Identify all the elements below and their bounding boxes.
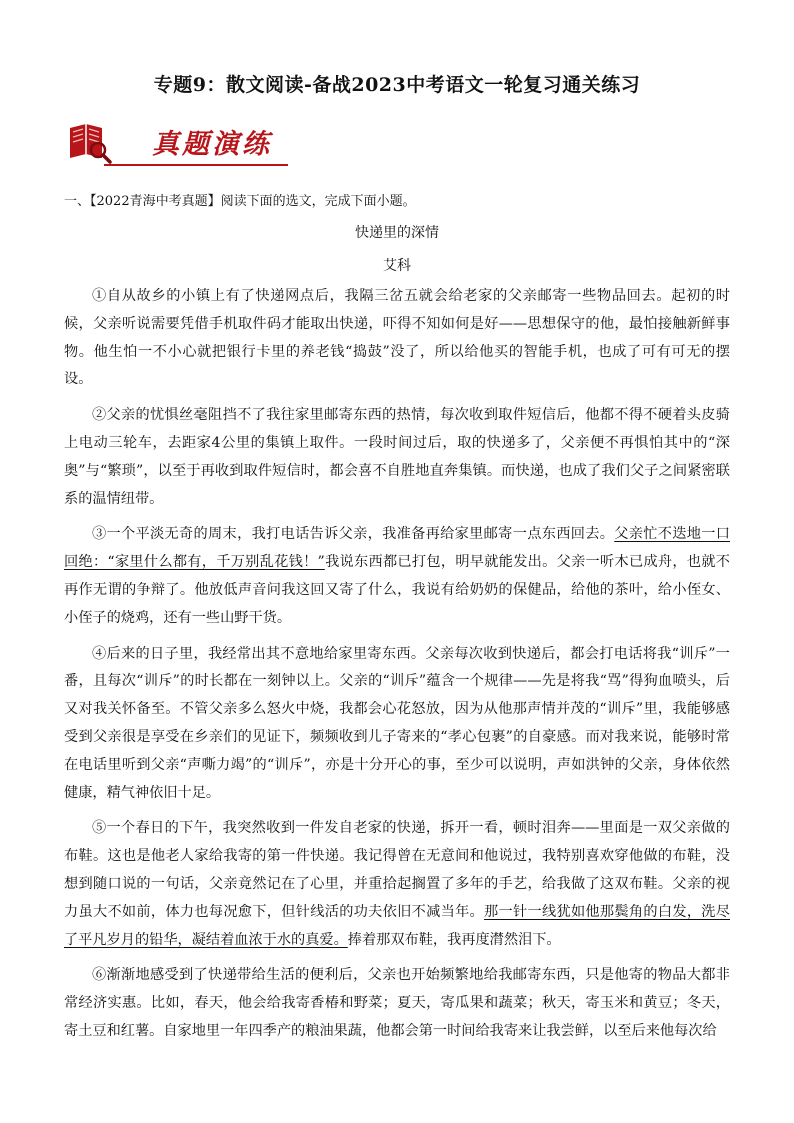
question-intro: 一、【2022青海中考真题】阅读下面的选文，完成下面小题。 <box>64 194 416 209</box>
underlined-sentence-1: 父亲忙不迭地一口回绝：“家里什么都有，千万别乱花钱！” <box>64 526 730 571</box>
paragraph-1: ①自从故乡的小镇上有了快递网点后，我隔三岔五就会给老家的父亲邮寄一些物品回去。起初的时候，父亲听说需要凭借手机取件码才能取出快递，吓得不知如何是好——思想保守的他，最怕接触新鲜事物。他生怕一不小心就把银行卡里的养老钱“捣鼓”没了，所以给他买的智能手机，也成了可有可无的摆设。 <box>64 288 730 388</box>
paragraph-4: ④后来的日子里，我经常出其不意地给家里寄东西。父亲每次收到快递后，都会打电话将我“训斥”一番，且每次“训斥”的时长都在一刻钟以上。父亲的“训斥”蕴含一个规律——先是将我“骂”得狗血喷头，后又对我关怀备至。不管父亲多么怒火中烧，我都会心花怒放，因为从他那声情并茂的“训斥”里，我能够感受到父亲很是享受在乡亲们的见证下，频频收到儿子寄来的“孝心包裹”的自豪感。而对我来说，能够时常在电话里听到父亲“声嘶力竭”的“训斥”，亦是十分开心的事，至少可以说明，声如洪钟的父亲，身体依然健康，精气神依旧十足。 <box>64 645 730 801</box>
practice-banner <box>64 118 288 170</box>
article-body <box>64 283 730 1054</box>
paragraph-5 <box>64 815 730 954</box>
banner-label: 真题演练 <box>152 129 272 160</box>
document-title: 专题9：散文阅读-备战2023中考语文一轮复习通关练习 <box>153 74 641 96</box>
paragraph-5-text-end: 捧着那双布鞋，我再度潸然泪下。 <box>347 931 561 948</box>
paragraph-2: ②父亲的忧惧丝毫阻挡不了我往家里邮寄东西的热情，每次收到取件短信后，他都不得不硬着头皮骑上电动三轮车，去距家4公里的集镇上取件。一段时间过后，取的快递多了，父亲便不再惧怕其中的“深奥”与“繁琐”，以至于再收到取件短信时，都会喜不自胜地直奔集镇。而快递，也成了我们父子之间紧密联系的温情纽带。 <box>64 407 730 507</box>
paragraph-5-text-start: ⑤一个春日的下午，我突然收到一件发自老家的快递，拆开一看，顿时泪奔——里面是一双父亲做的布鞋。这也是他老人家给我寄的第一件快递。我记得曾在无意间和他说过，我特别喜欢穿他做的布鞋，没想到随口说的一句话，父亲竟然记在了心里，并重拾起搁置了多年的手艺，给我做了这双布鞋。父亲的视力虽大不如前，体力也每况愈下，但针线活的功夫依旧不减当年。 <box>64 820 730 920</box>
underlined-sentence-2: 那一针一线犹如他那鬓角的白发，洗尽了平凡岁月的铅华，凝结着血浓于水的真爱。 <box>64 903 730 948</box>
paragraph-3-text-end: 我说东西都已打包，明早就能发出。父亲一听木已成舟，也就不再作无谓的争辩了。他放低声音问我这回又寄了什么，我说有给奶奶的保健品，给他的茶叶，给小侄女、小侄子的烧鸡，还有一些山野干货。 <box>64 554 730 626</box>
paragraph-6: ⑥渐渐地感受到了快递带给生活的便利后，父亲也开始频繁地给我邮寄东西，只是他寄的物品大都非常经济实惠。比如，春天，他会给我寄香椿和野菜；夏天，寄瓜果和蔬菜；秋天，寄玉米和黄豆；冬天，寄土豆和红薯。自家地里一年四季产的粮油果蔬，他都会第一时间给我寄来让我尝鲜，以至后来他每次给 <box>64 967 730 1039</box>
article-title: 快递里的深情 <box>355 225 439 241</box>
paragraph-3 <box>64 521 730 632</box>
article-author: 艾科 <box>383 258 411 274</box>
paragraph-3-text-start: ③一个平淡无奇的周末，我打电话告诉父亲，我准备再给家里邮寄一点东西回去。 <box>92 526 615 543</box>
